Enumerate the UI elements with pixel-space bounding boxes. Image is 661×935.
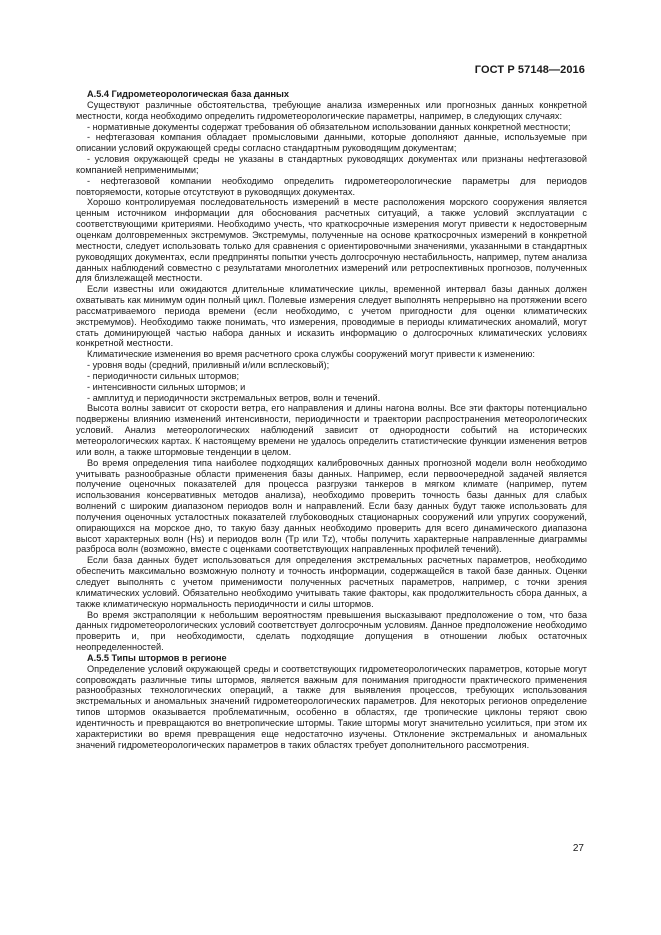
paragraph: Во время экстраполяции к небольшим вероятностям превышения высказывают предположение о том, что база данных гидрометеорологических условий соответствует долгосрочным условиям. Данное предположение необходимо проверить и, при необходимости, сделать подходящие допущения в отношении любых остаточных неопределенностей. xyxy=(76,609,587,653)
page-number: 27 xyxy=(572,843,584,854)
list-item: - уровня воды (средний, приливный и/или всплесковый); xyxy=(87,360,330,371)
section-heading-a54: А.5.4 Гидрометеорологическая база данных xyxy=(87,89,289,99)
paragraph: Климатические изменения во время расчетного срока службы сооружений могут привести к изменению: xyxy=(87,349,535,360)
paragraph: Хорошо контролируемая последовательность измерений в месте расположения морского сооружения является ценным источником информации для обоснования расчетных ситуаций, а также условий эксплуатации с соответствующими критериями. Необходимо учесть, что краткосрочные измерения могут привести к недостоверным оценкам долговременных экстремумов. Экстремумы, полученные на основе краткосрочных измерений в конкретной местности, следует использовать только для сравнения с ориентировочными значениями, указанными в стандартных руководящих документах, если предприняты попытки учесть долгосрочную нестабильность, например, путем анализа данных наблюдений совместно с результатами многолетних измерений или ретроспективных прогнозов, полученных для близлежащей местности. xyxy=(76,197,587,284)
paragraph: Существуют различные обстоятельства, требующие анализа измеренных или прогнозных данных конкретной местности, когда необходимо определить гидрометеорологические параметры, например, в следующих случаях: xyxy=(76,99,587,121)
paragraph: Определение условий окружающей среды и соответствующих гидрометеорологических параметров, которые могут сопровождать различные типы штормов, является важным для понимания пригодности практического применения разнообразных технологических операций, а также для выявления процессов, требующих использования экстремальных и аномальных значений гидрометеорологических параметров. Для некоторых регионов определение типов штормов оказывается проблематичным, особенно в областях, где тропические циклоны теряют свою идентичность и превращаются во внетропические штормы. Такие штормы могут значительно усилиться, при этом их характеристики во время превращения еще недостаточно изучены. Отклонение экстремальных и аномальных значений гидрометеорологических параметров в таких областях требует дополнительного рассмотрения. xyxy=(76,663,587,750)
section-heading-a55: А.5.5 Типы штормов в регионе xyxy=(87,652,227,663)
list-item: - интенсивности сильных штормов; и xyxy=(87,381,246,392)
list-item: - нормативные документы содержат требования об обязательном использовании данных конкретной местности; xyxy=(87,121,571,132)
paragraph: Высота волны зависит от скорости ветра, его направления и длины нагона волны. Все эти факторы потенциально подвержены влиянию изменений интенсивности, периодичности и траектории распространения метеорологических условий. Анализ метеорологических наблюдений зависит от однородности событий на исторических метеорологических картах. К настоящему времени не удалось определить статистические функции изменения ветров или волн, а также штормовые тенденции в целом. xyxy=(76,403,587,457)
list-item: - условия окружающей среды не указаны в стандартных руководящих документах или признаны нефтегазовой компанией неприменимыми; xyxy=(76,154,587,175)
document-id-header: ГОСТ Р 57148—2016 xyxy=(474,64,585,76)
document-body xyxy=(76,89,587,750)
paragraph: Если база данных будет использоваться для определения экстремальных расчетных параметров, необходимо обеспечить максимально возможную полноту и точность информации, содержащейся в такой базе данных. Оценки следует выполнять с учетом применимости полученных расчетных параметров, например, с точки зрения климатических условий. Обязательно необходимо учитывать такие факторы, как продолжительность сбора данных, а также климатическую нормальность периодичности и силы штормов. xyxy=(76,555,587,609)
list-item: - нефтегазовой компании необходимо определить гидрометеорологические параметры для периодов повторяемости, которые отсутствуют в руководящих документах. xyxy=(76,175,587,197)
list-item: - периодичности сильных штормов; xyxy=(87,370,240,381)
paragraph: Если известны или ожидаются длительные климатические циклы, временной интервал базы данных должен охватывать как минимум один полный цикл. Полевые измерения следует выполнять непрерывно на протяжении всего рассматриваемого периода времени (если необходимо, с учетом пригодности для оценки климатических экстремумов). Необходимо также понимать, что измерения, проводимые в периоды климатических аномалий, могут стать доминирующей частью набора данных и исказить информацию о долгосрочных климатических условиях конкретной местности. xyxy=(76,284,587,349)
list-item: - амплитуд и периодичности экстремальных ветров, волн и течений. xyxy=(87,392,381,403)
paragraph: Во время определения типа наиболее подходящих калибровочных данных прогнозной модели волн необходимо учитывать разнообразные области применения базы данных. Например, если первоочередной задачей является получение оценочных показателей для процесса разгрузки танкеров в мягком климате (например, путем использования консервативных методов анализа), необходимо проверить точность базы данных для слабых волнений с широким диапазоном периодов волн и направлений. Если базу данных будут также использовать для получения оценочных усталостных показателей глубоководных стационарных сооружений или упругих сооружений, опирающихся на морское дно, то такую базу данных необходимо проверить для всего динамического диапазона высот характерных волн (Hs) и периодов волн (Tp или Tz), чтобы получить характерные направленные диаграммы разброса волн (возможно, вместе с оценками соответствующих направленных профилей течений). xyxy=(76,457,587,555)
list-item: - нефтегазовая компания обладает промысловыми данными, которые дополняют данные, используемые при описании условий окружающей среды согласно стандартным руководящим документам; xyxy=(76,132,587,154)
